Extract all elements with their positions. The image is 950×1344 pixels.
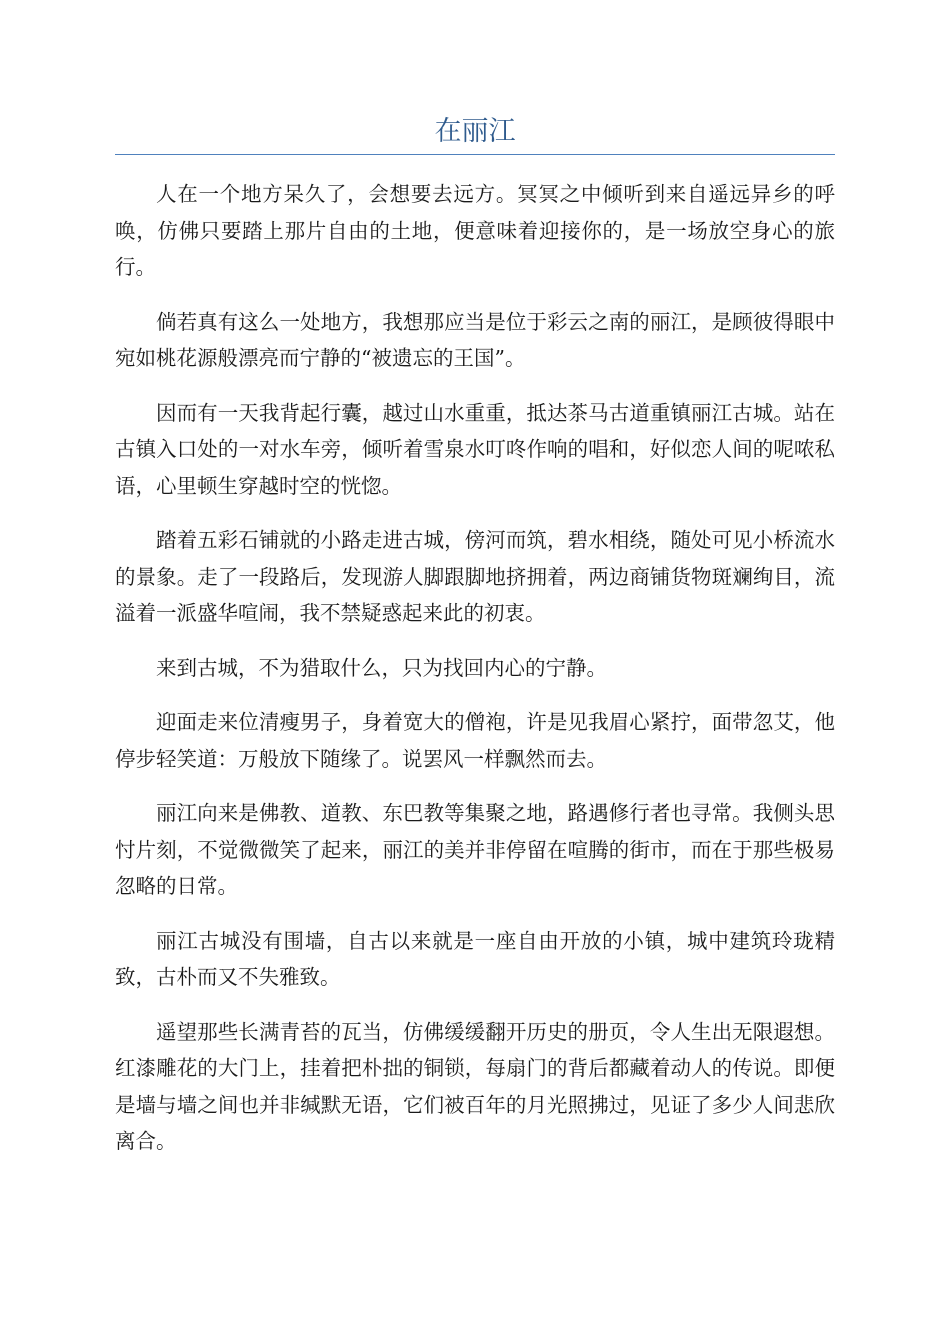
document-body	[115, 176, 835, 1178]
paragraph-9: 遥望那些长满青苔的瓦当，仿佛缓缓翻开历史的册页，令人生出无限遐想。红漆雕花的大门上，挂着把朴拙的铜锁，每扇门的背后都藏着动人的传说。即便是墙与墙之间也并非缄默无语，它们被百年的月光照拂过，见证了多少人间悲欣离合。	[115, 1019, 835, 1153]
paragraph-3: 因而有一天我背起行囊，越过山水重重，抵达茶马古道重镇丽江古城。站在古镇入口处的一对水车旁，倾听着雪泉水叮咚作响的唱和，好似恋人间的呢哝私语，心里顿生穿越时空的恍惚。	[115, 400, 835, 498]
paragraph-7: 丽江向来是佛教、道教、东巴教等集聚之地，路遇修行者也寻常。我侧头思忖片刻，不觉微微笑了起来，丽江的美并非停留在喧腾的街市，而在于那些极易忽略的日常。	[115, 801, 835, 898]
paragraph-6: 迎面走来位清瘦男子，身着宽大的僧袍，许是见我眉心紧拧，面带忽艾，他停步轻笑道：万般放下随缘了。说罢风一样飘然而去。	[115, 710, 835, 771]
paragraph-1: 人在一个地方呆久了，会想要去远方。冥冥之中倾听到来自遥远异乡的呼唤，仿佛只要踏上那片自由的土地，便意味着迎接你的，是一场放空身心的旅行。	[115, 182, 835, 279]
paragraph-5: 来到古城，不为猎取什么，只为找回内心的宁静。	[156, 655, 607, 680]
document-title: 在丽江	[434, 116, 516, 147]
title-underline	[115, 154, 835, 155]
paragraph-4: 踏着五彩石铺就的小路走进古城，傍河而筑，碧水相绕，随处可见小桥流水的景象。走了一段路后，发现游人脚跟脚地挤拥着，两边商铺货物斑斓绚目，流溢着一派盛华喧闹，我不禁疑惑起来此的初衷。	[115, 528, 835, 625]
paragraph-8: 丽江古城没有围墙，自古以来就是一座自由开放的小镇，城中建筑玲珑精致，古朴而又不失雅致。	[115, 928, 835, 989]
paragraph-2: 倘若真有这么一处地方，我想那应当是位于彩云之南的丽江，是顾彼得眼中宛如桃花源般漂亮而宁静的“被遗忘的王国”。	[115, 309, 835, 370]
